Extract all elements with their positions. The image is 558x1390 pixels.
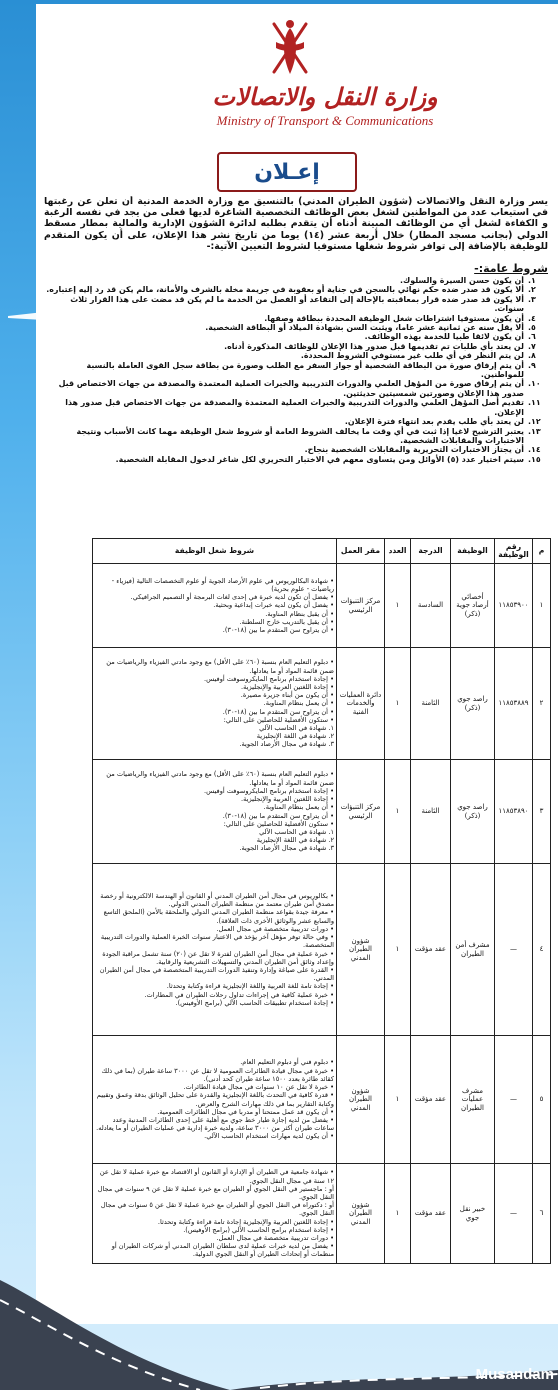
job-count: ١ (385, 1164, 411, 1264)
condition-item: ٤. أن يكون مستوفيا اشتراطات شغل الوظيفة المحددة ببطاقة وصفها. (264, 313, 536, 323)
oman-emblem-icon (260, 16, 320, 80)
condition-item: ١١. تقديم أصل المؤهل العلمي والدورات التدريبية والخبرات العملية المعتمدة والمصدقة من جهات الاختصاص قبل صدور هذا الإعلان. (65, 398, 541, 417)
job-title: مشرف عمليات الطيران (451, 1036, 495, 1164)
column-header: العدد (385, 539, 411, 564)
job-number: — (495, 1164, 533, 1264)
condition-item: ٨. لن يتم النظر في أي طلب غير مستوفي الشروط المحددة. (300, 351, 536, 361)
job-grade: الثامنة (411, 648, 451, 760)
table-row (93, 1036, 551, 1164)
condition-item: ٢. ألا يكون قد صدر ضده حكم نهائي بالسجن في جناية أو بعقوبة في جريمة مخلة بالشرف والأمانة، مالم يكن قد رد إليه إعتباره. (46, 285, 536, 295)
condition-item: ١٣. يعتبر الترشيح لاغيا إذا ثبت في أي وقت ما يخالف الشروط العامة أو شروط شغل الوظيفة مهما كانت الأسباب ونتيجة الاختبارات والمقابلات الشخصية. (76, 426, 541, 445)
job-number: ١١٨٥٣٩٠٠ (495, 564, 533, 648)
row-number: ٢ (533, 648, 551, 760)
row-number: ٤ (533, 864, 551, 1036)
watermark-text: Musandam (475, 1366, 554, 1383)
announcement-intro: يسر وزارة النقل والاتصالات (شؤون الطيران المدني) بالتنسيق مع وزارة الخدمة المدنية أن تعلن عن رغبتها في استيعاب عدد من المواطنين لشغل بعض الوظائف التخصصية الشاغرة لديها فعلى من يجد في نفسه الرغبة و الكفاءة لشغل أي من الوظائف المبينة أدناه أن يتقدم بطلبه لدائرة الشؤون الإدارية والمالية بمطار مسقط الدولي (بجانب مسجد المطار) خلال أربعة عشر (١٤) يوما من تاريخ نشر هذا الإعلان، على أن يكون المتقدم للوظيفة بالإضافة إلى توافر شروط شغلها مستوفيا لشروط التعيين الآتية:- (44, 196, 548, 252)
job-requirements: • دبلوم التعليم العام بنسبة (٦٠٪ على الأقل) مع وجود مادتي الفيزياء والرياضيات من ضمن قائمة المواد أو ما يعادلها. • إجادة استخدام برنامج المايكروسوفت أوفيس. • إجادة اللغتين العربية والإنجليزية. • أن يعمل بنظام المناوبة. • أن يتراوح سن المتقدم ما بين (١٨-٣٠). • ستكون الأفضلية للحاصلين على التالي: ١. شهادة في الحاسب الآلي ٢. شهادة في اللغة الإنجليزية ٣. شهادة في مجال الأرصاد الجوية. (93, 760, 337, 864)
job-count: ١ (385, 648, 411, 760)
column-header: الدرجة (411, 539, 451, 564)
job-grade: الثامنة (411, 760, 451, 864)
job-grade: السادسة (411, 564, 451, 648)
job-requirements: • دبلوم التعليم العام بنسبة (٦٠٪ على الأقل) مع وجود مادتي الفيزياء والرياضيات من ضمن قائمة المواد أو ما يعادلها. • إجادة استخدام برنامج المايكروسوفت أوفيس. • إجادة اللغتين العربية والإنجليزية. • أن يكون من أبناء جزيرة مصيرة. • أن يعمل بنظام المناوبة. • أن يتراوح سن المتقدم ما بين (١٨-٣٠). • ستكون الأفضلية للحاصلين على التالي: ١. شهادة في الحاسب الآلي ٢. شهادة في اللغة الإنجليزية ٣. شهادة في مجال الأرصاد الجوية. (93, 648, 337, 760)
column-header: رقم الوظيفة (495, 539, 533, 564)
row-number: ٥ (533, 1036, 551, 1164)
general-conditions-heading: شروط عامة:- (474, 262, 548, 275)
announcement-title: إعـلان (254, 159, 320, 185)
table-row (93, 1164, 551, 1264)
condition-item: ١٤. أن يجتاز الاختبارات التحريرية والمقابلات الشخصية بنجاح. (304, 445, 541, 455)
job-location: شؤون الطيران المدني (337, 1036, 385, 1164)
column-header: م (533, 539, 551, 564)
job-count: ١ (385, 1036, 411, 1164)
column-header: شروط شغل الوظيفة (93, 539, 337, 564)
general-conditions-list (44, 276, 548, 536)
job-count: ١ (385, 564, 411, 648)
job-title: مشرف أمن الطيران (451, 864, 495, 1036)
job-requirements: • شهادة جامعية في الطيران أو الإدارة أو القانون أو الاقتصاد مع خبرة عملية لا تقل عن ١٢ سنة في مجال النقل الجوي. أو : ماجستير في النقل الجوي أو الطيران مع خبرة عملية لا تقل عن ٩ سنوات في مجال النقل الجوي. أو : دكتوراه في النقل الجوي أو الطيران مع خبرة عملية لا تقل عن ٥ سنوات في مجال النقل الجوي. • إجادة اللغتين العربية والإنجليزية إجادة تامة قراءة وكتابة وتحدثا. • إجادة استخدام برامج الحاسب الآلي (برامج الأوفيس). • دورات تدريبية متخصصة في مجال العمل. • يفضل من لديه خبرات عملية لدى سلطان الطيران المدني أو شركات الطيران أو منظمات أو إتحادات الطيران أو النقل الجوي الدولية. (93, 1164, 337, 1264)
job-title: أخصائي أرصاد جوية (ذكر) (451, 564, 495, 648)
job-count: ١ (385, 760, 411, 864)
job-title: راصد جوي (ذكر) (451, 648, 495, 760)
row-number: ٣ (533, 760, 551, 864)
column-header: الوظيفة (451, 539, 495, 564)
ministry-name-english: Ministry of Transport & Communications (216, 113, 434, 128)
job-requirements: • شهادة البكالوريوس في علوم الأرصاد الجوية أو علوم التخصصات التالية (فيزياء - رياضيات - علوم بحرية) • يفضل أن تكون لديه خبرة في إحدى لغات البرمجة أو التصميم الجرافيكي. • يفضل أن يكون لديه خبرات إبداعية وبحثية. • أن يقبل بنظام المناوبة. • أن يقبل بالتدريب خارج السلطنة. • أن يتراوح سن المتقدم ما بين (١٨-٣٠). (93, 564, 337, 648)
condition-item: ٧. لن يعتد بأي طلبات تم تقديمها قبل صدور هذا الإعلان للوظائف المذكورة أدناه. (224, 341, 536, 351)
job-requirements: • دبلوم فني أو دبلوم التعليم العام. • خبرة في مجال قيادة الطائرات العمومية لا تقل عن ٣٠٠٠ ساعة طيران (بما في ذلك كقائد طائرة بعدد ١٥٠٠ ساعة طيران كحد أدنى). • خبرة لا تقل عن ١٠ سنوات في مجال قيادة الطائرات. • قدرة كافية في التحدث باللغة الإنجليزية والقدرة على تحليل الوثائق بدقة وعمق وتقييم وكتابة التقارير بما في ذلك مهارات الشرح والعرض. • أن يكون قد عمل ممتحنا أو مدربا في مجال الطائرات العمومية. • يفضل من لديه إجازة طيار خط جوي مع أهلية على إحدى الطائرات المدنية وعدد ساعات طيران أكثر من ٣٠٠٠ ساعة، ولديه خبرة إدارية في عمليات الطيران أو ما يعادله. • أن يكون لديه مهارات استخدام الحاسب الآلي. (93, 1036, 337, 1164)
job-grade: عقد مؤقت (411, 1164, 451, 1264)
jobs-table (92, 538, 551, 1264)
job-location: شؤون الطيران المدني (337, 1164, 385, 1264)
table-row (93, 864, 551, 1036)
condition-item: ٩. أن يتم إرفاق صورة من البطاقة الشخصية أو جواز السفر مع الطلب وصورة من بطاقة سجل القوى العاملة بالنسبة للمواطنين. (86, 360, 536, 380)
job-grade: عقد مؤقت (411, 1036, 451, 1164)
condition-item: ١٠. أن يتم إرفاق صورة من المؤهل العلمي والدورات التدريبية والخبرات العملية المعتمدة والمصدقة من جهات الاختصاص قبل صدور هذا الإعلان وصورتين شمسيتين حديثتين. (58, 379, 541, 398)
condition-item: ١٥. سيتم اختيار عدد (٥) الأوائل ومن يتساوى معهم في الاختبار التحريري لكل شاغر لدخول المقابلة الشخصية. (115, 454, 541, 464)
ministry-name-arabic: وزارة النقل والاتصالات (212, 82, 438, 111)
job-count: ١ (385, 864, 411, 1036)
job-number: — (495, 864, 533, 1036)
row-number: ١ (533, 564, 551, 648)
row-number: ٦ (533, 1164, 551, 1264)
job-title: راصد جوي (ذكر) (451, 760, 495, 864)
job-title: خبير نقل جوي (451, 1164, 495, 1264)
condition-item: ٣. ألا يكون قد صدر ضده قرار بمعاقبته بالإحالة إلى التقاعد أو الفصل من الخدمة ما لم يكن قد مضت على هذا القرار ثلاث سنوات. (70, 294, 536, 314)
job-location: مركز التنبؤات الرئيسي (337, 760, 385, 864)
announcement-title-box (217, 152, 357, 192)
job-number: ١١٨٥٣٨٩٠ (495, 760, 533, 864)
condition-item: ٥. ألا يقل سنه عن ثمانية عشر عاما، ويثبت السن بشهادة الميلاد أو البطاقة الشخصية. (205, 323, 536, 333)
job-location: مركز التنبؤات الرئيسي (337, 564, 385, 648)
table-header-row (93, 539, 551, 564)
condition-item: ١. أن يكون حسن السيرة والسلوك. (400, 276, 536, 285)
job-number: ١١٨٥٣٨٨٩ (495, 648, 533, 760)
table-row (93, 648, 551, 760)
job-requirements: • بكالوريوس في مجال أمن الطيران المدني أو القانون أو الهندسة الالكترونية أو رخصة مصدق أمن طيران معتمد من منظمة الطيران المدني الدولي. • معرفة جيدة بقواعد منظمة الطيران المدني الدولي والملحقة بالأمن (الملحق التاسع والسابع عشر والوثائق الأخرى ذات العلاقة). • دورات تدريبية متخصصة في مجال العمل. • وفي حالة توفر مؤهل آخر يؤخذ في الاعتبار سنوات الخبرة العملية والدورات التدريبية المتخصصة. • خبرة عملية في مجال أمن الطيران لفترة لا تقل عن (٢٠) سنة تشمل مراقبة الجودة وإعداد وثائق أمن الطيران المدني والتسهيلات التشريعية والرقابية. • القدرة على صياغة وإدارة وتنفيذ الدورات التدريبية المتخصصة في مجال أمن الطيران المدني. • إجادة تامة للغة العربية واللغة الإنجليزية قراءة وكتابة وتحدثا. • خبرة عملية كافية في إجراءات تداول رحلات الطيران في المطارات. • إجادة استخدام تطبيقات الحاسب الآلي (برامج الأوفيس). (93, 864, 337, 1036)
column-header: مقر العمل (337, 539, 385, 564)
condition-item: ٦. أن يكون لائقا طبيا للخدمة بهذه الوظائف. (364, 332, 536, 342)
table-row (93, 760, 551, 864)
condition-item: ١٢. لن يعتد بأي طلب يقدم بعد انتهاء فترة الإعلان. (344, 417, 541, 427)
job-location: شؤون الطيران المدني (337, 864, 385, 1036)
job-number: — (495, 1036, 533, 1164)
job-grade: عقد مؤقت (411, 864, 451, 1036)
job-location: دائرة العمليات والخدمات الفنية (337, 648, 385, 760)
table-row (93, 564, 551, 648)
